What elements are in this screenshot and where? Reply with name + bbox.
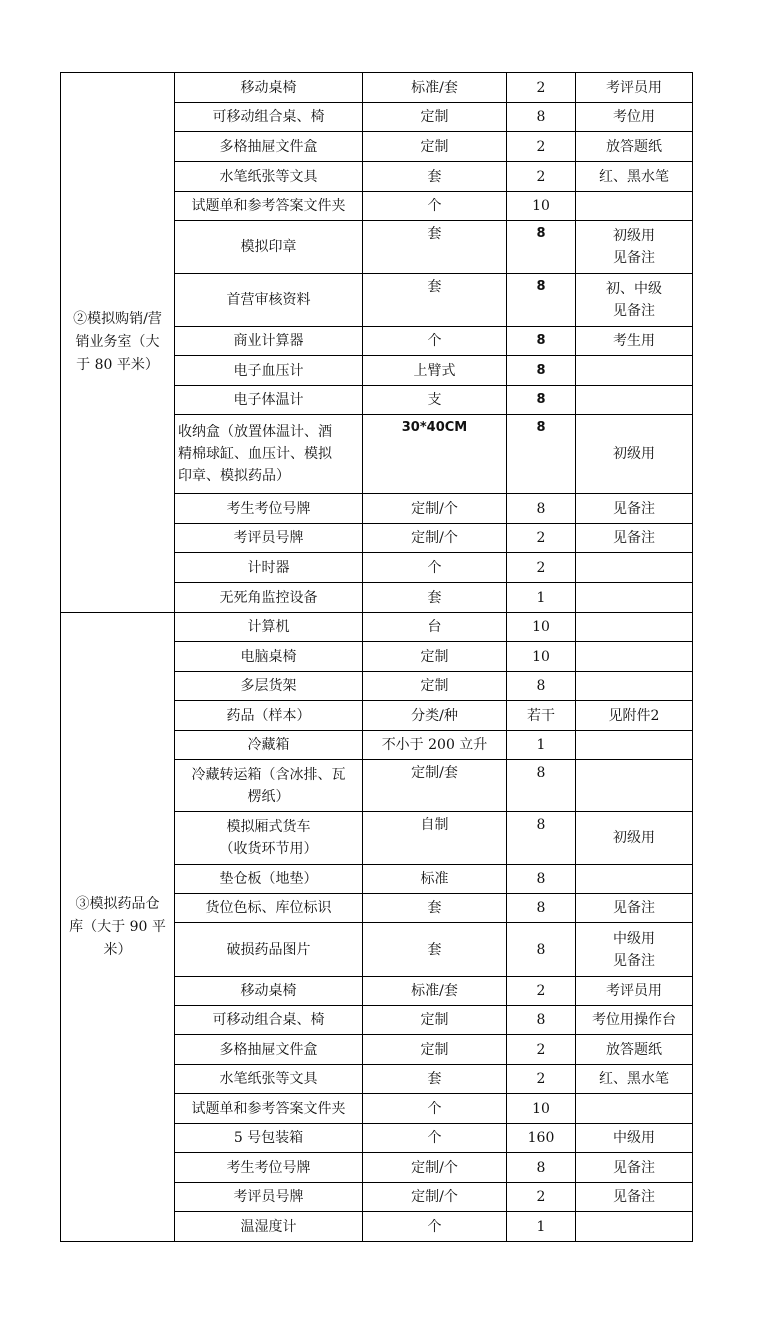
item-spec: 标准 (363, 865, 507, 894)
item-spec: 定制 (363, 642, 507, 672)
item-name: 试题单和参考答案文件夹 (175, 1094, 363, 1124)
item-qty: 8 (507, 386, 576, 415)
item-spec: 个 (363, 1094, 507, 1124)
item-note: 考位用操作台 (576, 1006, 693, 1035)
item-qty: 10 (507, 642, 576, 672)
item-note: 红、黑水笔 (576, 162, 693, 192)
item-note (576, 672, 693, 701)
item-spec: 定制/个 (363, 524, 507, 553)
item-qty: 1 (507, 583, 576, 613)
item-qty: 8 (507, 672, 576, 701)
item-qty: 8 (507, 415, 576, 494)
item-note (576, 642, 693, 672)
item-spec: 定制/个 (363, 494, 507, 524)
item-name: 可移动组合桌、椅 (175, 1006, 363, 1035)
item-qty: 8 (507, 894, 576, 923)
item-spec: 不小于 200 立升 (363, 731, 507, 760)
item-spec: 定制 (363, 103, 507, 132)
item-name: 移动桌椅 (175, 73, 363, 103)
item-qty: 2 (507, 524, 576, 553)
item-name: 冷藏箱 (175, 731, 363, 760)
item-spec: 定制/套 (363, 760, 507, 812)
item-name: 货位色标、库位标识 (175, 894, 363, 923)
item-name: 水笔纸张等文具 (175, 1065, 363, 1094)
item-name: 考生考位号牌 (175, 1153, 363, 1183)
item-spec: 套 (363, 274, 507, 327)
item-spec: 定制 (363, 672, 507, 701)
item-name: 垫仓板（地垫） (175, 865, 363, 894)
room-name-cell: ③模拟药品仓 库（大于 90 平 米） (61, 613, 175, 1242)
item-name: 5 号包装箱 (175, 1124, 363, 1153)
item-spec: 支 (363, 386, 507, 415)
item-spec: 定制 (363, 1035, 507, 1065)
item-note: 见备注 (576, 524, 693, 553)
item-note: 考生用 (576, 327, 693, 356)
item-spec: 标准/套 (363, 977, 507, 1006)
item-spec: 套 (363, 923, 507, 977)
item-note: 初、中级 见备注 (576, 274, 693, 327)
item-spec: 个 (363, 553, 507, 583)
item-note (576, 1094, 693, 1124)
item-name: 多层货架 (175, 672, 363, 701)
item-name: 电子血压计 (175, 356, 363, 386)
item-spec: 自制 (363, 812, 507, 865)
item-name: 多格抽屉文件盒 (175, 1035, 363, 1065)
item-qty: 8 (507, 865, 576, 894)
item-name: 移动桌椅 (175, 977, 363, 1006)
item-spec: 定制 (363, 1006, 507, 1035)
item-note: 中级用 (576, 1124, 693, 1153)
item-qty: 2 (507, 977, 576, 1006)
item-note (576, 1212, 693, 1242)
item-spec: 个 (363, 1124, 507, 1153)
item-name: 计时器 (175, 553, 363, 583)
item-spec: 上臂式 (363, 356, 507, 386)
table-row (61, 613, 693, 642)
item-spec: 个 (363, 1212, 507, 1242)
item-name: 收纳盒（放置体温计、酒 精棉球缸、血压计、模拟 印章、模拟药品） (175, 415, 363, 494)
item-qty: 8 (507, 274, 576, 327)
item-note: 中级用 见备注 (576, 923, 693, 977)
item-name: 首营审核资料 (175, 274, 363, 327)
item-note (576, 356, 693, 386)
item-note (576, 865, 693, 894)
item-qty: 8 (507, 1006, 576, 1035)
item-qty: 2 (507, 162, 576, 192)
item-qty: 2 (507, 1035, 576, 1065)
item-note: 见备注 (576, 494, 693, 524)
item-name: 无死角监控设备 (175, 583, 363, 613)
item-note: 见附件2 (576, 701, 693, 731)
item-qty: 8 (507, 1153, 576, 1183)
table-row (61, 73, 693, 103)
item-note (576, 760, 693, 812)
item-spec: 分类/种 (363, 701, 507, 731)
item-name: 计算机 (175, 613, 363, 642)
item-note: 见备注 (576, 1183, 693, 1212)
item-note (576, 583, 693, 613)
item-name: 水笔纸张等文具 (175, 162, 363, 192)
item-name: 药品（样本） (175, 701, 363, 731)
item-note (576, 553, 693, 583)
item-note: 红、黑水笔 (576, 1065, 693, 1094)
item-name: 破损药品图片 (175, 923, 363, 977)
item-spec: 30*40CM (363, 415, 507, 494)
item-note: 初级用 (576, 415, 693, 494)
item-spec: 个 (363, 327, 507, 356)
item-note: 考评员用 (576, 73, 693, 103)
item-qty: 8 (507, 494, 576, 524)
item-note: 见备注 (576, 1153, 693, 1183)
item-name: 模拟印章 (175, 221, 363, 274)
item-name: 模拟厢式货车 （收货环节用） (175, 812, 363, 865)
item-qty: 8 (507, 923, 576, 977)
item-note: 放答题纸 (576, 1035, 693, 1065)
item-qty: 1 (507, 1212, 576, 1242)
item-spec: 标准/套 (363, 73, 507, 103)
item-name: 考生考位号牌 (175, 494, 363, 524)
item-qty: 若干 (507, 701, 576, 731)
item-qty: 2 (507, 553, 576, 583)
item-note: 考位用 (576, 103, 693, 132)
item-name: 温湿度计 (175, 1212, 363, 1242)
item-spec: 个 (363, 192, 507, 221)
item-name: 考评员号牌 (175, 524, 363, 553)
item-qty: 8 (507, 356, 576, 386)
item-spec: 定制 (363, 132, 507, 162)
item-name: 多格抽屉文件盒 (175, 132, 363, 162)
item-qty: 160 (507, 1124, 576, 1153)
item-qty: 8 (507, 812, 576, 865)
item-qty: 10 (507, 1094, 576, 1124)
item-name: 考评员号牌 (175, 1183, 363, 1212)
item-note (576, 613, 693, 642)
item-name: 可移动组合桌、椅 (175, 103, 363, 132)
item-spec: 套 (363, 894, 507, 923)
item-name: 试题单和参考答案文件夹 (175, 192, 363, 221)
item-qty: 2 (507, 132, 576, 162)
item-name: 电子体温计 (175, 386, 363, 415)
item-note: 见备注 (576, 894, 693, 923)
item-spec: 定制/个 (363, 1183, 507, 1212)
item-note: 考评员用 (576, 977, 693, 1006)
item-spec: 定制/个 (363, 1153, 507, 1183)
item-qty: 2 (507, 1183, 576, 1212)
item-spec: 套 (363, 1065, 507, 1094)
item-note (576, 192, 693, 221)
item-name: 冷藏转运箱（含冰排、瓦 楞纸） (175, 760, 363, 812)
equipment-table (60, 72, 693, 1242)
item-name: 商业计算器 (175, 327, 363, 356)
item-spec: 套 (363, 583, 507, 613)
item-qty: 8 (507, 103, 576, 132)
item-qty: 8 (507, 221, 576, 274)
item-note (576, 731, 693, 760)
item-spec: 套 (363, 221, 507, 274)
item-qty: 1 (507, 731, 576, 760)
item-qty: 2 (507, 73, 576, 103)
item-note: 初级用 (576, 812, 693, 865)
item-qty: 10 (507, 192, 576, 221)
item-note (576, 386, 693, 415)
item-spec: 台 (363, 613, 507, 642)
item-note: 初级用 见备注 (576, 221, 693, 274)
item-qty: 8 (507, 760, 576, 812)
room-name-cell: ②模拟购销/营 销业务室（大 于 80 平米） (61, 73, 175, 613)
item-name: 电脑桌椅 (175, 642, 363, 672)
item-qty: 2 (507, 1065, 576, 1094)
item-qty: 10 (507, 613, 576, 642)
item-note: 放答题纸 (576, 132, 693, 162)
item-spec: 套 (363, 162, 507, 192)
item-qty: 8 (507, 327, 576, 356)
